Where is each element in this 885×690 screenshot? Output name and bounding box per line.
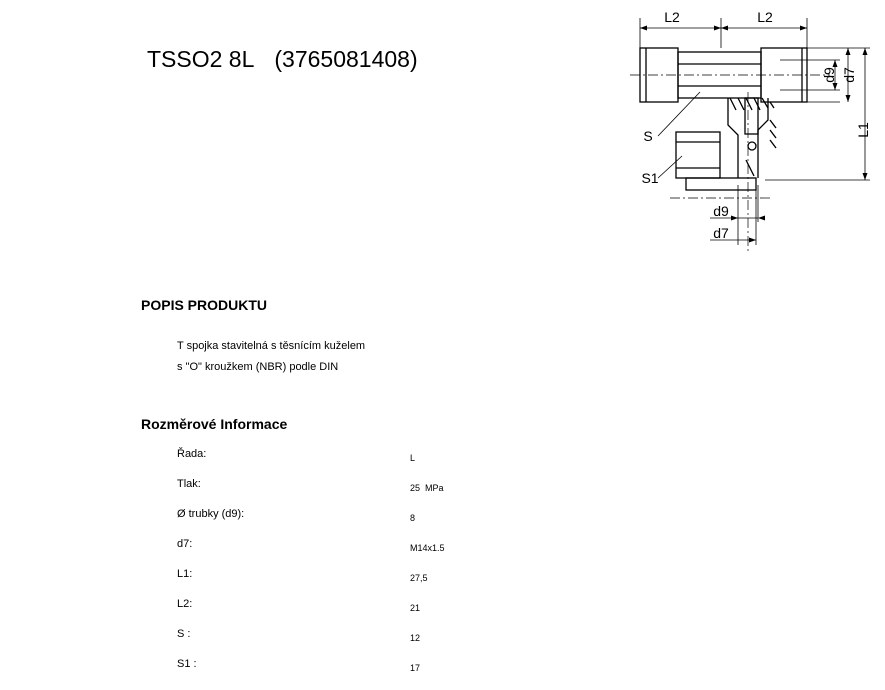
dim-label-d9-bottom: d9: [713, 203, 729, 219]
spec-label-d7: d7:: [177, 538, 193, 550]
dim-label-d7-bottom: d7: [713, 225, 729, 241]
product-code: (3765081408): [274, 46, 418, 72]
spec-label-series: Řada:: [177, 448, 207, 460]
spec-label-s: S :: [177, 628, 191, 640]
specs-heading: Rozměrové Informace: [141, 416, 288, 432]
spec-label-l1: L1:: [177, 568, 193, 580]
spec-label-s1: S1 :: [177, 658, 197, 670]
product-name: TSSO2 8L: [147, 46, 255, 72]
spec-value-l2: 21: [410, 603, 421, 613]
spec-value-s1: 17: [410, 663, 421, 673]
dim-label-d7-side: d7: [841, 67, 857, 83]
product-title: [147, 46, 418, 73]
dim-label-s1: S1: [641, 170, 659, 186]
description-line: T spojka stavitelná s těsnícím kuželem: [177, 340, 366, 352]
spec-value-series: L: [410, 453, 416, 463]
spec-value-pressure: 25 MPa: [410, 483, 444, 493]
dim-label-l2-right: L2: [757, 9, 773, 25]
spec-label-tube-diameter: Ø trubky (d9):: [177, 508, 245, 520]
dim-label-d9-side: d9: [821, 67, 837, 83]
spec-label-pressure: Tlak:: [177, 478, 201, 490]
description-line: s "O" kroužkem (NBR) podle DIN: [177, 361, 339, 373]
spec-label-l2: L2:: [177, 598, 193, 610]
dim-label-l2-left: L2: [664, 9, 680, 25]
dim-label-s: S: [643, 128, 653, 144]
spec-value-tube-diameter: 8: [410, 513, 416, 523]
dim-label-l1: L1: [855, 122, 871, 138]
description-heading: POPIS PRODUKTU: [141, 297, 268, 313]
technical-drawing: [630, 0, 880, 255]
spec-value-d7: M14x1.5: [410, 543, 445, 553]
spec-value-s: 12: [410, 633, 421, 643]
spec-value-l1: 27,5: [410, 573, 428, 583]
